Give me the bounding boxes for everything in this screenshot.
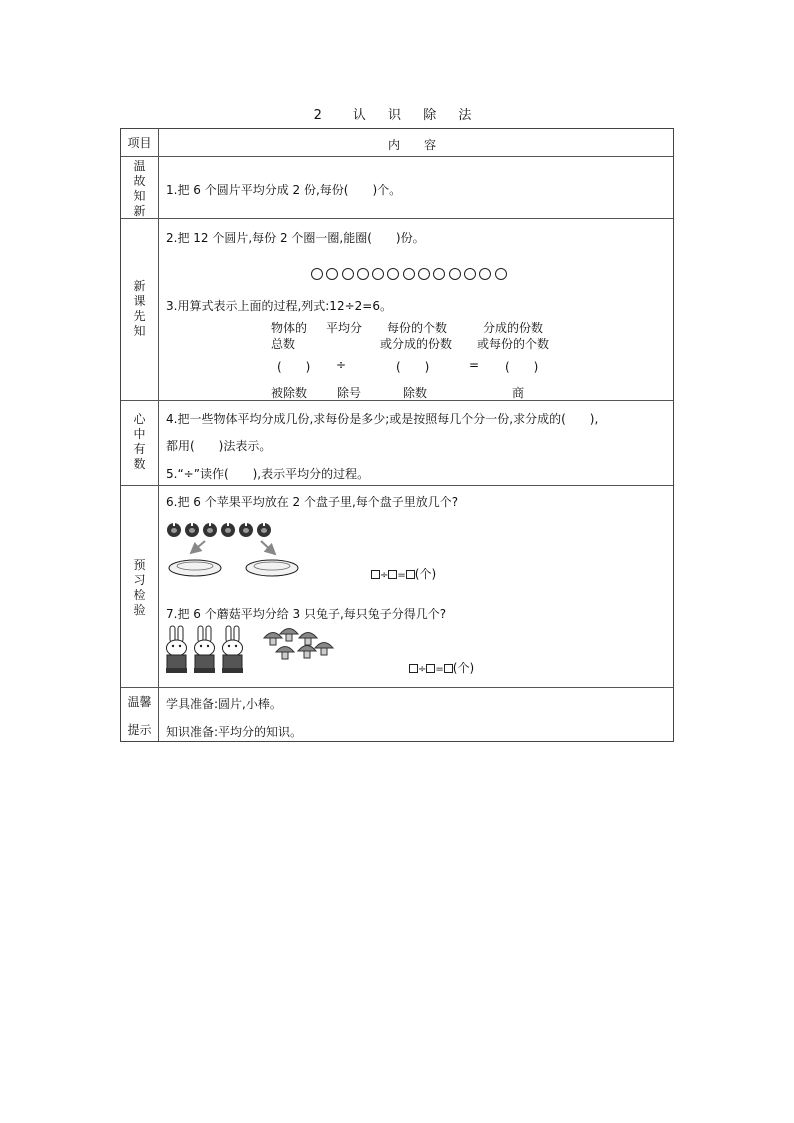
question-4a: 4.把一些物体平均分成几份,求每份是多少;或是按照每几个分一份,求分成的( ), xyxy=(166,412,599,426)
rabbit-icon xyxy=(166,626,187,673)
apple-icon xyxy=(257,523,271,537)
label-review: 温故知新 xyxy=(133,159,146,218)
row-divider xyxy=(121,687,673,688)
row-divider xyxy=(121,400,673,401)
equals-sign: = xyxy=(469,358,480,372)
circle-disc-icon xyxy=(372,268,384,280)
question-4b: 都用( )法表示。 xyxy=(166,439,272,453)
question-1: 1.把 6 个圆片平均分成 2 份,每份( )个。 xyxy=(166,183,402,197)
circle-disc-icon xyxy=(495,268,507,280)
label-preview: 新课先知 xyxy=(133,279,146,338)
rabbits-mushrooms-illustration xyxy=(161,624,341,676)
circle-disc-icon xyxy=(479,268,491,280)
name-division-sign: 除号 xyxy=(337,386,362,400)
tip-tools: 学具准备:圆片,小棒。 xyxy=(166,697,282,711)
answer-box[interactable] xyxy=(409,664,418,673)
circle-disc-icon xyxy=(433,268,445,280)
apple-icon xyxy=(185,523,199,537)
circle-disc-icon xyxy=(403,268,415,280)
row-divider xyxy=(121,218,673,219)
arrow-icon xyxy=(261,541,275,554)
circle-disc-icon xyxy=(342,268,354,280)
label-tips-1: 温馨 xyxy=(127,695,152,709)
blank-dividend: ( ) xyxy=(277,360,311,374)
plates-illustration xyxy=(161,537,311,587)
header-label: 项目 xyxy=(127,136,152,150)
mushroom-icon xyxy=(298,646,316,659)
label-tips-2: 提示 xyxy=(127,723,152,737)
blank-divisor: ( ) xyxy=(396,360,430,374)
term-average: 平均分 xyxy=(326,321,363,335)
name-dividend: 被除数 xyxy=(271,386,308,400)
circle-disc-icon xyxy=(418,268,430,280)
row-divider xyxy=(121,485,673,486)
division-sign: ÷ xyxy=(336,358,347,372)
mushroom-icon xyxy=(280,629,298,642)
worksheet-table xyxy=(120,128,674,742)
apple-icon xyxy=(239,523,253,537)
label-key: 心中有数 xyxy=(133,412,146,471)
rabbit-icon xyxy=(222,626,243,673)
apple-icon xyxy=(221,523,235,537)
column-divider xyxy=(158,129,159,741)
question-7: 7.把 6 个蘑菇平均分给 3 只兔子,每只兔子分得几个? xyxy=(166,607,447,621)
term-dividend-top: 物体的 xyxy=(271,321,308,335)
circle-disc-icon xyxy=(326,268,338,280)
plate-icon xyxy=(246,560,298,576)
label-check: 预习检验 xyxy=(133,558,146,617)
circle-disc-icon xyxy=(357,268,369,280)
tip-knowledge: 知识准备:平均分的知识。 xyxy=(166,725,303,739)
circle-disc-icon xyxy=(449,268,461,280)
mushroom-icon xyxy=(299,633,317,646)
circle-row xyxy=(311,266,510,280)
question-6: 6.把 6 个苹果平均放在 2 个盘子里,每个盘子里放几个? xyxy=(166,495,459,509)
formula-mushrooms: ÷ = (个) xyxy=(409,659,474,676)
answer-box[interactable] xyxy=(371,570,380,579)
term-divisor-top: 每份的个数 xyxy=(387,321,448,335)
apple-icon xyxy=(167,523,181,537)
page-title: 2 认 识 除 法 xyxy=(313,108,481,123)
row-divider xyxy=(121,156,673,157)
header-content: 内 容 xyxy=(388,138,437,152)
arrow-icon xyxy=(191,541,205,553)
answer-box[interactable] xyxy=(444,664,453,673)
rabbit-icon xyxy=(194,626,215,673)
question-2: 2.把 12 个圆片,每份 2 个圈一圈,能圈( )份。 xyxy=(166,231,425,245)
name-divisor: 除数 xyxy=(403,386,428,400)
term-quotient-bottom: 或每份的个数 xyxy=(477,337,550,351)
term-dividend-bottom: 总数 xyxy=(271,337,296,351)
mushroom-icon xyxy=(276,647,294,660)
plate-icon xyxy=(169,560,221,576)
answer-box[interactable] xyxy=(406,570,415,579)
circle-disc-icon xyxy=(464,268,476,280)
circle-disc-icon xyxy=(387,268,399,280)
term-quotient-top: 分成的份数 xyxy=(483,321,544,335)
question-5: 5.“÷”读作( ),表示平均分的过程。 xyxy=(166,467,370,481)
blank-quotient: ( ) xyxy=(505,360,539,374)
term-divisor-bottom: 或分成的份数 xyxy=(380,337,453,351)
mushroom-icon xyxy=(315,643,333,656)
formula-apples: ÷ = (个) xyxy=(371,565,436,582)
circle-disc-icon xyxy=(311,268,323,280)
name-quotient: 商 xyxy=(512,386,525,400)
apple-icon xyxy=(203,523,217,537)
question-3: 3.用算式表示上面的过程,列式:12÷2=6。 xyxy=(166,299,392,313)
